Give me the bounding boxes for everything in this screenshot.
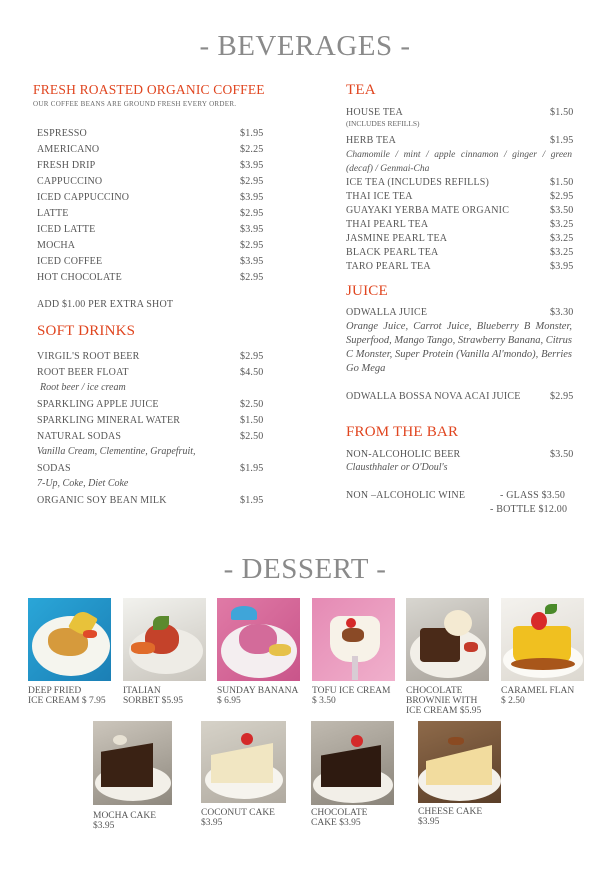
menu-item bbox=[346, 490, 465, 501]
menu-item bbox=[37, 463, 264, 474]
item-name: HERB TEA bbox=[346, 135, 397, 146]
odwalla-flavors-note: Orange Juice, Carrot Juice, Blueberry B Monster, Superfood, Mango Tango, Strawberry Banana, Citrus C Monster, Super Protein (Vanilla Al'mondo), Berries Go Mega bbox=[346, 321, 572, 374]
item-price: $2.95 bbox=[240, 272, 264, 283]
item-price: $2.25 bbox=[240, 144, 264, 155]
sunday-banana-photo bbox=[217, 598, 300, 681]
menu-item bbox=[346, 107, 574, 118]
menu-item bbox=[346, 449, 574, 460]
menu-item bbox=[37, 431, 264, 442]
juice-section-title: JUICE bbox=[346, 283, 388, 299]
deep-fried-ice-cream-photo bbox=[28, 598, 111, 681]
menu-item bbox=[346, 247, 574, 258]
sodas-note: 7-Up, Coke, Diet Coke bbox=[37, 478, 129, 489]
italian-sorbet-photo bbox=[123, 598, 206, 681]
item-price: $3.95 bbox=[240, 160, 264, 171]
menu-item bbox=[37, 160, 264, 171]
dessert-caption: SUNDAY BANANA $ 6.95 bbox=[217, 686, 299, 706]
dessert-caption: MOCHA CAKE $3.95 bbox=[93, 811, 157, 831]
item-name: VIRGIL'S ROOT BEER bbox=[37, 351, 140, 362]
item-price: $2.50 bbox=[240, 399, 264, 410]
chocolate-cake-photo bbox=[311, 721, 394, 805]
item-price: $1.95 bbox=[550, 135, 574, 146]
item-price: $3.95 bbox=[240, 192, 264, 203]
item-price: $2.95 bbox=[240, 208, 264, 219]
bar-section-title: FROM THE BAR bbox=[346, 424, 459, 440]
menu-item bbox=[346, 391, 574, 402]
menu-item bbox=[346, 219, 574, 230]
item-name: GUAYAKI YERBA MATE ORGANIC bbox=[346, 205, 510, 216]
item-name: SODAS bbox=[37, 463, 71, 474]
item-name: ESPRESSO bbox=[37, 128, 87, 139]
tofu-ice-cream-photo bbox=[312, 598, 395, 681]
menu-item bbox=[37, 240, 264, 251]
item-price: $2.95 bbox=[240, 176, 264, 187]
item-name: NON-ALCOHOLIC BEER bbox=[346, 449, 461, 460]
item-price: $2.95 bbox=[240, 351, 264, 362]
item-name: HOT CHOCOLATE bbox=[37, 272, 122, 283]
dessert-caption: ITALIAN SORBET $5.95 bbox=[123, 686, 184, 706]
dessert-caption: CHOCOLATE CAKE $3.95 bbox=[311, 808, 368, 828]
item-name: FRESH DRIP bbox=[37, 160, 96, 171]
item-name: ICED CAPPUCCINO bbox=[37, 192, 130, 203]
item-name: JASMINE PEARL TEA bbox=[346, 233, 448, 244]
menu-item bbox=[37, 399, 264, 410]
item-name: THAI ICE TEA bbox=[346, 191, 413, 202]
item-name: MOCHA bbox=[37, 240, 76, 251]
item-price: $1.50 bbox=[240, 415, 264, 426]
cheese-cake-photo bbox=[418, 721, 501, 803]
menu-item bbox=[346, 307, 574, 318]
beer-note: Clausthhaler or O'Doul's bbox=[346, 462, 448, 473]
dessert-caption: CARAMEL FLAN $ 2.50 bbox=[501, 686, 575, 706]
item-price: $1.95 bbox=[240, 463, 264, 474]
menu-item bbox=[346, 177, 574, 188]
item-price: $3.30 bbox=[550, 307, 574, 318]
wine-bottle-price: - BOTTLE $12.00 bbox=[490, 504, 568, 515]
item-price: $3.25 bbox=[550, 233, 574, 244]
menu-item bbox=[37, 128, 264, 139]
coffee-subtitle: OUR COFFEE BEANS ARE GROUND FRESH EVERY ORDER. bbox=[33, 100, 237, 108]
soft-drinks-section-title: SOFT DRINKS bbox=[37, 323, 136, 339]
menu-item bbox=[37, 495, 264, 506]
dessert-caption: TOFU ICE CREAM $ 3.50 bbox=[312, 686, 391, 706]
item-name: ORGANIC SOY BEAN MILK bbox=[37, 495, 167, 506]
item-price: $3.50 bbox=[550, 449, 574, 460]
item-price: $3.95 bbox=[240, 256, 264, 267]
item-price: $1.95 bbox=[240, 128, 264, 139]
house-tea-note: (INCLUDES REFILLS) bbox=[346, 119, 420, 128]
menu-item bbox=[346, 135, 574, 146]
item-price: $1.50 bbox=[550, 107, 574, 118]
chocolate-brownie-photo bbox=[406, 598, 489, 681]
menu-item bbox=[37, 144, 264, 155]
menu-item bbox=[37, 272, 264, 283]
item-name: ROOT BEER FLOAT bbox=[37, 367, 129, 378]
menu-item bbox=[37, 208, 264, 219]
herb-tea-note: Chamomile / mint / apple cinnamon / ginger / green (decaf) / Genmai-Cha bbox=[346, 150, 572, 174]
item-price: $3.95 bbox=[240, 224, 264, 235]
item-price: $1.95 bbox=[240, 495, 264, 506]
dessert-caption: CHEESE CAKE $3.95 bbox=[418, 807, 483, 827]
item-price: $2.95 bbox=[240, 240, 264, 251]
item-name: THAI PEARL TEA bbox=[346, 219, 429, 230]
item-name: ICED LATTE bbox=[37, 224, 96, 235]
item-price: $3.50 bbox=[550, 205, 574, 216]
item-name: ICE TEA (INCLUDES REFILLS) bbox=[346, 177, 490, 188]
menu-item bbox=[346, 261, 574, 272]
item-name: HOUSE TEA bbox=[346, 107, 403, 118]
menu-item bbox=[37, 192, 264, 203]
menu-item bbox=[37, 367, 264, 378]
caramel-flan-photo bbox=[501, 598, 584, 681]
item-price: $2.95 bbox=[550, 191, 574, 202]
item-price: $3.25 bbox=[550, 219, 574, 230]
menu-item bbox=[37, 351, 264, 362]
item-name: NON –ALCOHOLIC WINE bbox=[346, 490, 466, 501]
float-note: Root beer / ice cream bbox=[40, 382, 126, 393]
item-name: LATTE bbox=[37, 208, 69, 219]
item-name: NATURAL SODAS bbox=[37, 431, 122, 442]
natural-sodas-note: Vanilla Cream, Clementine, Grapefruit, bbox=[37, 446, 196, 457]
menu-item bbox=[37, 176, 264, 187]
menu-item bbox=[346, 191, 574, 202]
menu-item bbox=[346, 233, 574, 244]
dessert-caption: COCONUT CAKE $3.95 bbox=[201, 808, 275, 828]
item-name: CAPPUCCINO bbox=[37, 176, 103, 187]
menu-item bbox=[37, 256, 264, 267]
item-name: TARO PEARL TEA bbox=[346, 261, 431, 272]
item-price: $2.50 bbox=[240, 431, 264, 442]
item-price: $2.95 bbox=[550, 391, 574, 402]
item-name: SPARKLING APPLE JUICE bbox=[37, 399, 159, 410]
coconut-cake-photo bbox=[201, 721, 286, 803]
menu-item bbox=[37, 224, 264, 235]
coffee-section-title: FRESH ROASTED ORGANIC COFFEE bbox=[33, 82, 265, 97]
item-name: BLACK PEARL TEA bbox=[346, 247, 439, 258]
item-price: $4.50 bbox=[240, 367, 264, 378]
dessert-caption: DEEP FRIED ICE CREAM $ 7.95 bbox=[28, 686, 106, 706]
dessert-caption: CHOCOLATE BROWNIE WITH ICE CREAM $5.95 bbox=[406, 686, 482, 716]
menu-item bbox=[37, 415, 264, 426]
item-name: AMERICANO bbox=[37, 144, 100, 155]
menu-item bbox=[346, 205, 574, 216]
item-price: $3.95 bbox=[550, 261, 574, 272]
item-name: ODWALLA BOSSA NOVA ACAI JUICE bbox=[346, 391, 521, 402]
item-name: ODWALLA JUICE bbox=[346, 307, 428, 318]
tea-section-title: TEA bbox=[346, 82, 376, 98]
mocha-cake-photo bbox=[93, 721, 172, 805]
extra-shot-note: ADD $1.00 PER EXTRA SHOT bbox=[37, 299, 174, 310]
item-price: $1.50 bbox=[550, 177, 574, 188]
beverages-title: - BEVERAGES - bbox=[199, 30, 411, 62]
item-name: ICED COFFEE bbox=[37, 256, 103, 267]
item-price: $3.25 bbox=[550, 247, 574, 258]
dessert-title: - DESSERT - bbox=[223, 553, 387, 585]
item-name: SPARKLING MINERAL WATER bbox=[37, 415, 181, 426]
wine-glass-price: - GLASS $3.50 bbox=[500, 490, 566, 501]
